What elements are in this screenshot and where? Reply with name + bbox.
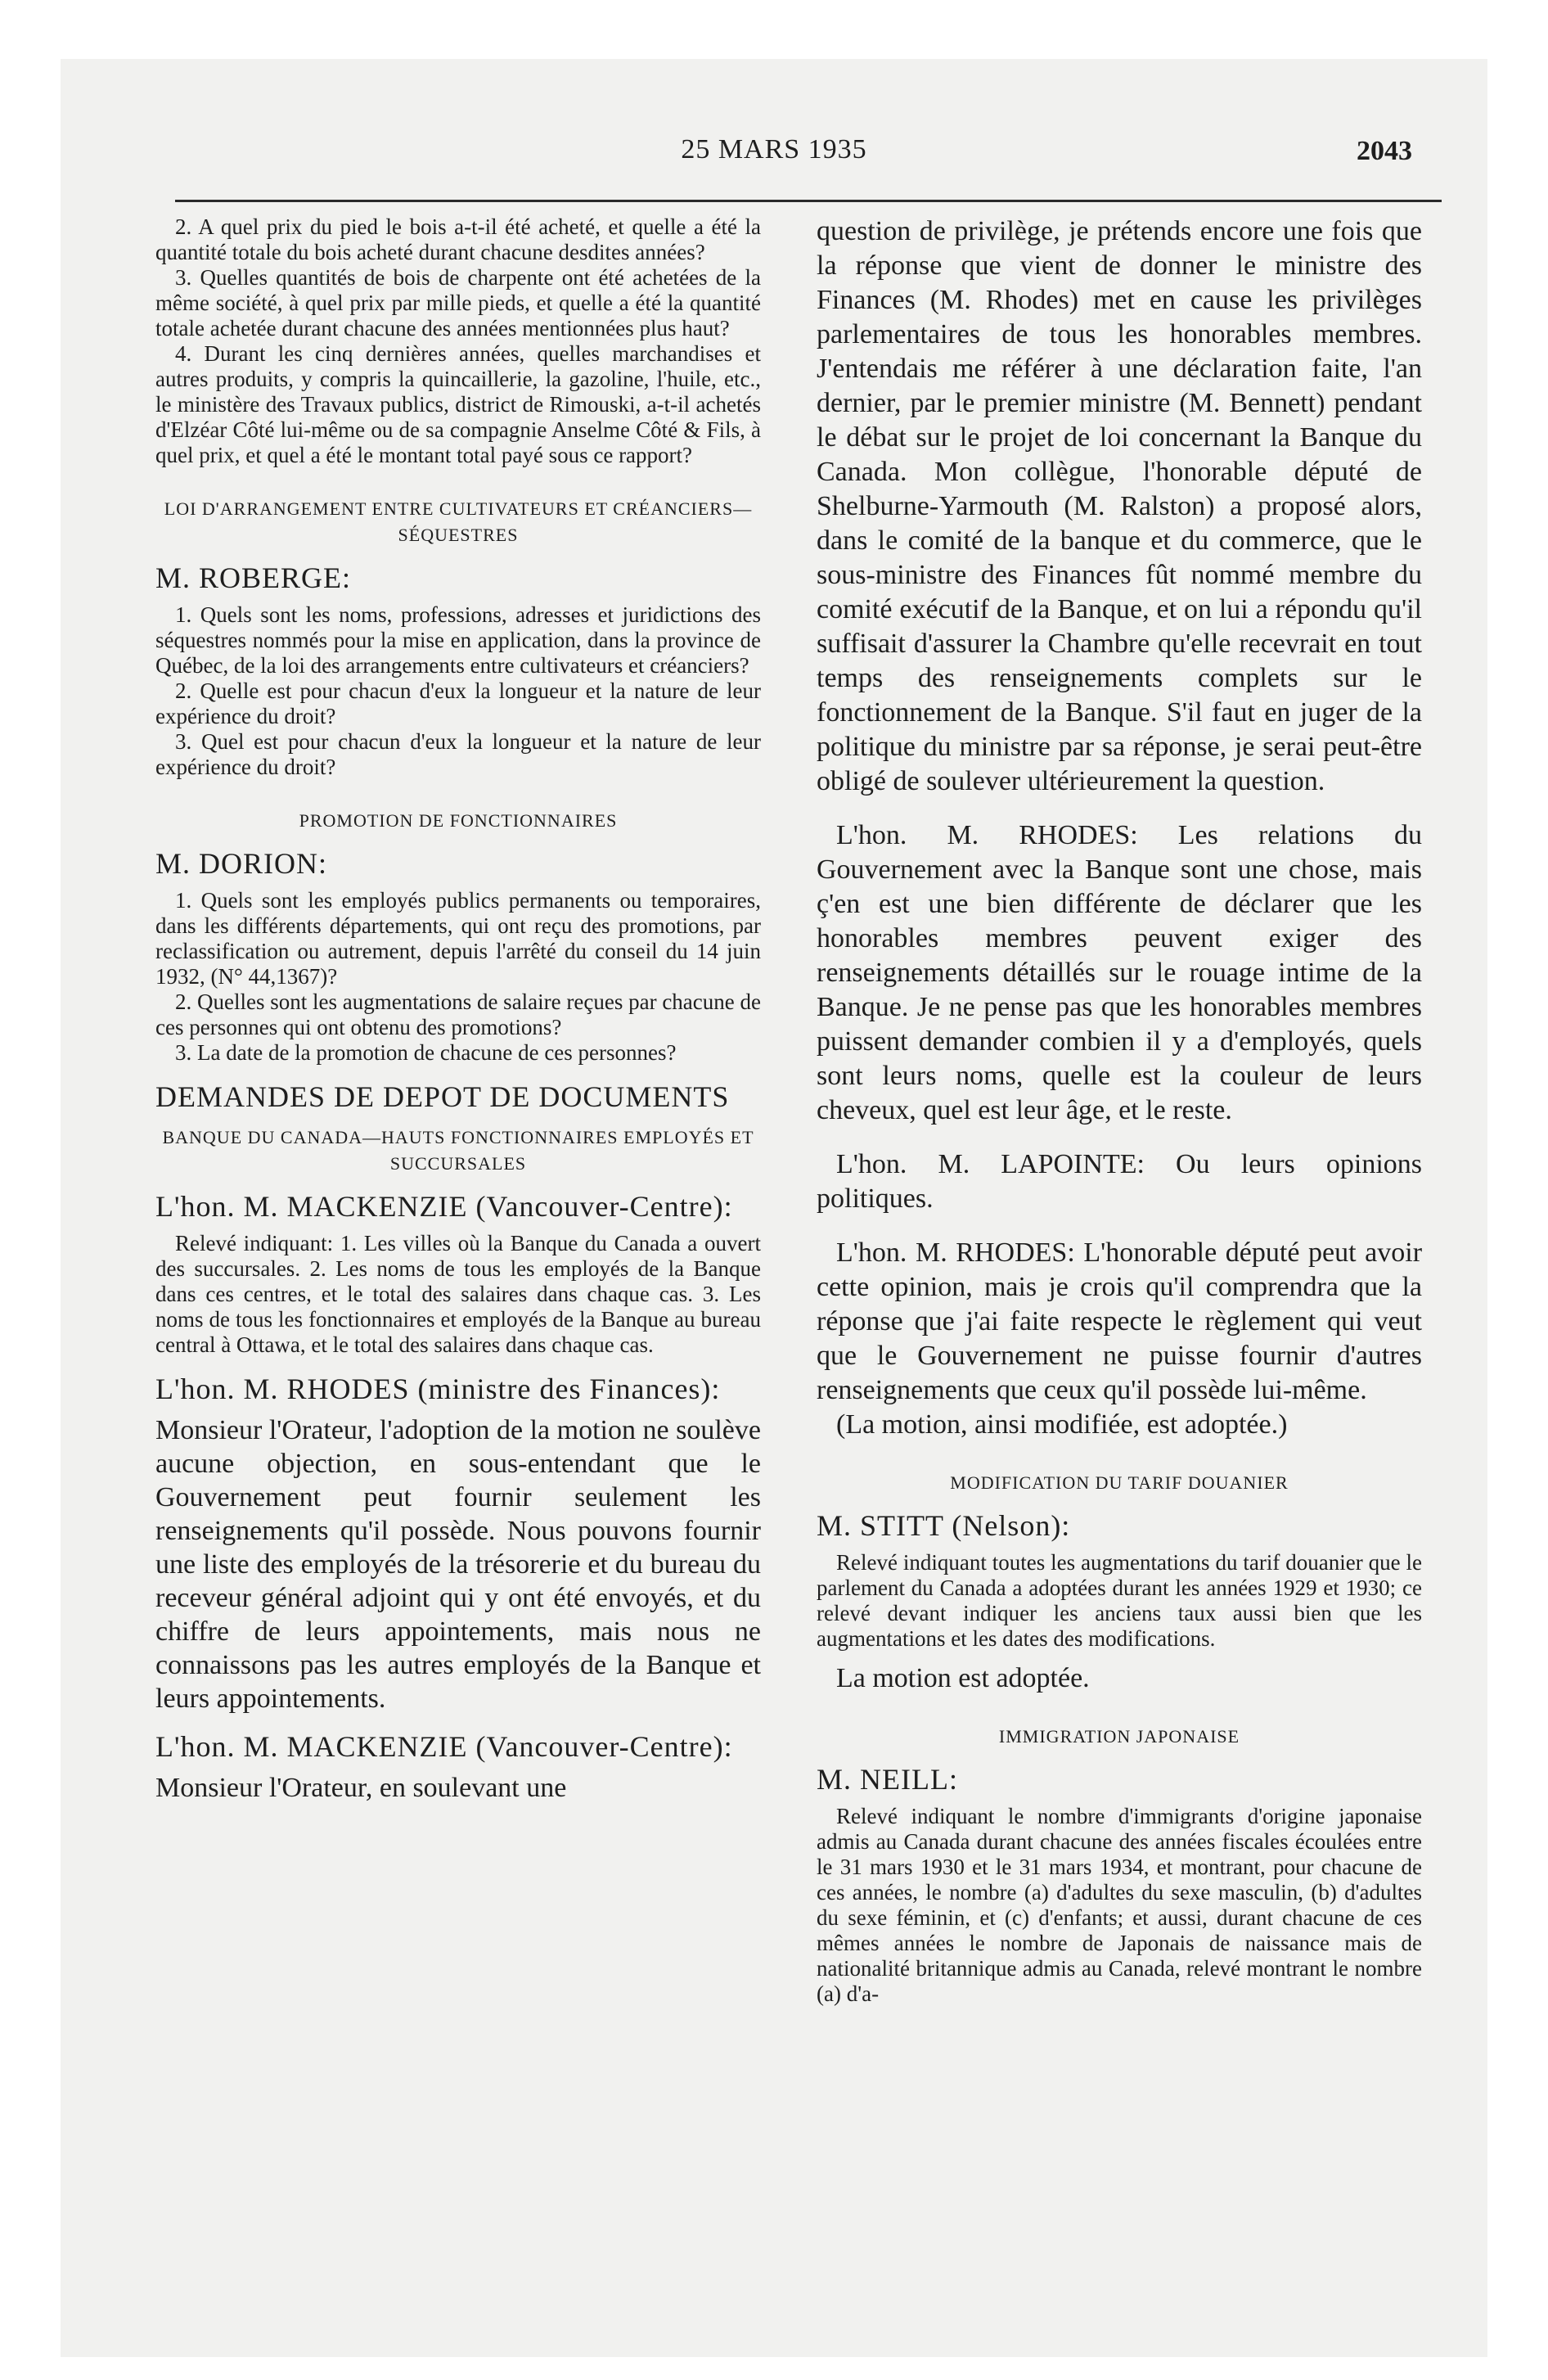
question-paragraph: 2. Quelle est pour chacun d'eux la longueur et la nature de leur expérience du droit? xyxy=(155,678,761,728)
page-header xyxy=(61,134,1487,183)
question-paragraph: 3. La date de la promotion de chacune de ces personnes? xyxy=(175,1040,677,1065)
speech-text: Les relations du Gouvernement avec la Banque sont une chose, mais ç'en est une bien différente de déclarer que les honorables membres peuvent exiger des renseignements détaillés sur le rouage intime de la Banque. Je ne pense pas que les honorables membres puissent demander combien il y a d'employés, quels sont leurs noms, quelle est la couleur de leurs cheveux, quel est leur âge, et le reste. xyxy=(817,820,1422,1125)
question-paragraph: 1. Quels sont les noms, professions, adresses et juridictions des séquestres nommés pour la mise en application, dans la province de Québec, de la loi des arrangements entre cultivateurs et créanciers? xyxy=(155,602,761,678)
right-column xyxy=(817,214,1422,2007)
speaker-dorion: M. DORION: xyxy=(155,847,328,880)
header-rule xyxy=(175,200,1442,202)
question-paragraph: 1. Quels sont les employés publics permanents ou temporaires, dans les différents départements, qui ont reçu des promotions, par reclassification ou autrement, depuis l'arrêté du conseil du 14 juin 1932, (N° 44,1367)? xyxy=(155,888,761,989)
motion-result: (La motion, ainsi modifiée, est adoptée.) xyxy=(836,1409,1288,1440)
motion-paragraph: Relevé indiquant le nombre d'immigrants d'origine japonaise admis au Canada durant chacune des années fiscales écoulées entre le 31 mars 1930 et le 31 mars 1934, et montrant, pour chacune de ces années, le nombre (a) d'adultes du sexe masculin, (b) d'adultes du sexe féminin, et (c) d'enfants; et aussi, durant chacune de ces mêmes années le nombre de Japonais de naissance mais de nationalité britannique admis au Canada, relevé montrant le nombre (a) d'a- xyxy=(817,1804,1422,2006)
speaker-lapointe: L'hon. M. LAPOINTE: xyxy=(836,1149,1145,1179)
speaker-mackenzie: L'hon. M. MACKENZIE (Vancouver-Centre): xyxy=(155,1190,733,1223)
speaker-stitt: M. STITT (Nelson): xyxy=(817,1509,1071,1542)
section-heading-loi: LOI D'ARRANGEMENT ENTRE CULTIVATEURS ET CRÉANCIERS—SÉQUESTRES xyxy=(164,498,753,545)
speech-paragraph xyxy=(817,1236,1422,1408)
speech-paragraph: question de privilège, je prétends encore une fois que la réponse que vient de donner le ministre des Finances (M. Rhodes) met en cause les privilèges parlementaires de tous les honorables membres. J'entendais me référer à une déclaration faite, l'an dernier, par le premier ministre (M. Bennett) pendant le débat sur le projet de loi concernant la Banque du Canada. Mon collègue, l'honorable député de Shelburne-Yarmouth (M. Ralston) a proposé alors, dans le comité de la banque et du commerce, que le sous-ministre des Finances fût nommé membre du comité exécutif de la Banque, et on lui a répondu qu'il suffisait d'assurer la Chambre qu'elle recevrait en tout temps des renseignements complets sur le fonctionnement de la Banque. S'il faut en juger de la politique du ministre par sa réponse, je serai peut-être obligé de soulever ultérieurement la question. xyxy=(817,216,1422,796)
speech-text: Ou leurs opinions politiques. xyxy=(817,1149,1422,1214)
speaker-rhodes: L'hon. M. RHODES (ministre des Finances): xyxy=(155,1373,721,1405)
section-heading-demandes: DEMANDES DE DEPOT DE DOCUMENTS xyxy=(155,1080,730,1113)
speaker-neill: M. NEILL: xyxy=(817,1763,958,1796)
speaker-rhodes: L'hon. M. RHODES: xyxy=(836,1237,1075,1268)
section-heading-tarif: MODIFICATION DU TARIF DOUANIER xyxy=(950,1472,1289,1493)
speaker-roberge: M. ROBERGE: xyxy=(155,561,352,594)
question-paragraph: 4. Durant les cinq dernières années, quelles marchandises et autres produits, y compris la quincaillerie, la gazoline, l'huile, etc., le ministère des Travaux publics, district de Rimouski, a-t-il achetés d'Elzéar Côté lui-même ou de sa compagnie Anselme Côté & Fils, à quel prix, et quel a été le montant total payé sous ce rapport? xyxy=(155,341,761,467)
question-paragraph: 3. Quel est pour chacun d'eux la longueur et la nature de leur expérience du droit? xyxy=(155,729,761,779)
section-heading-promotion: PROMOTION DE FONCTIONNAIRES xyxy=(299,810,618,831)
speaker-rhodes: L'hon. M. RHODES: xyxy=(836,820,1138,850)
motion-result: La motion est adoptée. xyxy=(836,1663,1090,1693)
speech-text: L'honorable député peut avoir cette opinion, mais je crois qu'il comprendra que la réponse que j'ai faite respecte le règlement qui veut que le Gouvernement ne puisse fournir d'autres renseignements que ceux qu'il possède lui-même. xyxy=(817,1237,1423,1405)
speaker-mackenzie: L'hon. M. MACKENZIE (Vancouver-Centre): xyxy=(155,1730,733,1763)
speech-paragraph xyxy=(817,1147,1422,1216)
speech-paragraph xyxy=(817,818,1422,1128)
page-scan xyxy=(61,59,1487,2357)
section-heading-immigration: IMMIGRATION JAPONAISE xyxy=(998,1726,1240,1747)
motion-paragraph: Relevé indiquant toutes les augmentations du tarif douanier que le parlement du Canada a adoptées durant les années 1929 et 1930; ce relevé devant indiquer les anciens taux aussi bien que les augmentations et les dates des modifications. xyxy=(817,1550,1422,1651)
motion-paragraph: Relevé indiquant: 1. Les villes où la Banque du Canada a ouvert des succursales. 2. Les noms de tous les employés de la Banque dans ces centres, et le total des salaires dans chaque cas. 3. Les noms de tous les fonctionnaires et employés de la Banque au bureau central à Ottawa, et le total des salaires dans chaque cas. xyxy=(155,1231,761,1357)
question-paragraph: 3. Quelles quantités de bois de charpente ont été achetées de la même société, à quel prix par mille pieds, et quelle a été la quantité totale achetée durant chacune des années mentionnées plus haut? xyxy=(155,265,761,340)
left-column xyxy=(155,214,761,1805)
header-date: 25 MARS 1935 xyxy=(681,134,867,165)
question-paragraph: 2. A quel prix du pied le bois a-t-il été acheté, et quelle a été la quantité totale du bois acheté durant chacune desdites années? xyxy=(155,214,761,264)
question-paragraph: 2. Quelles sont les augmentations de salaire reçues par chacune de ces personnes qui ont obtenu des promotions? xyxy=(155,989,761,1039)
speech-paragraph: Monsieur l'Orateur, en soulevant une xyxy=(155,1773,567,1803)
page-number: 2043 xyxy=(1357,136,1412,166)
section-heading-banque: BANQUE DU CANADA—HAUTS FONCTIONNAIRES EMPLOYÉS ET SUCCURSALES xyxy=(162,1127,754,1174)
speech-paragraph: Monsieur l'Orateur, l'adoption de la motion ne soulève aucune objection, en sous-entendant que le Gouvernement peut fournir seulement les renseignements qu'il possède. Nous pouvons fournir une liste des employés de la trésorerie et du bureau du receveur général adjoint qui y ont été envoyés, et du chiffre de leurs appointements, mais nous ne connaissons pas les autres employés de la Banque et leurs appointements. xyxy=(155,1415,761,1714)
